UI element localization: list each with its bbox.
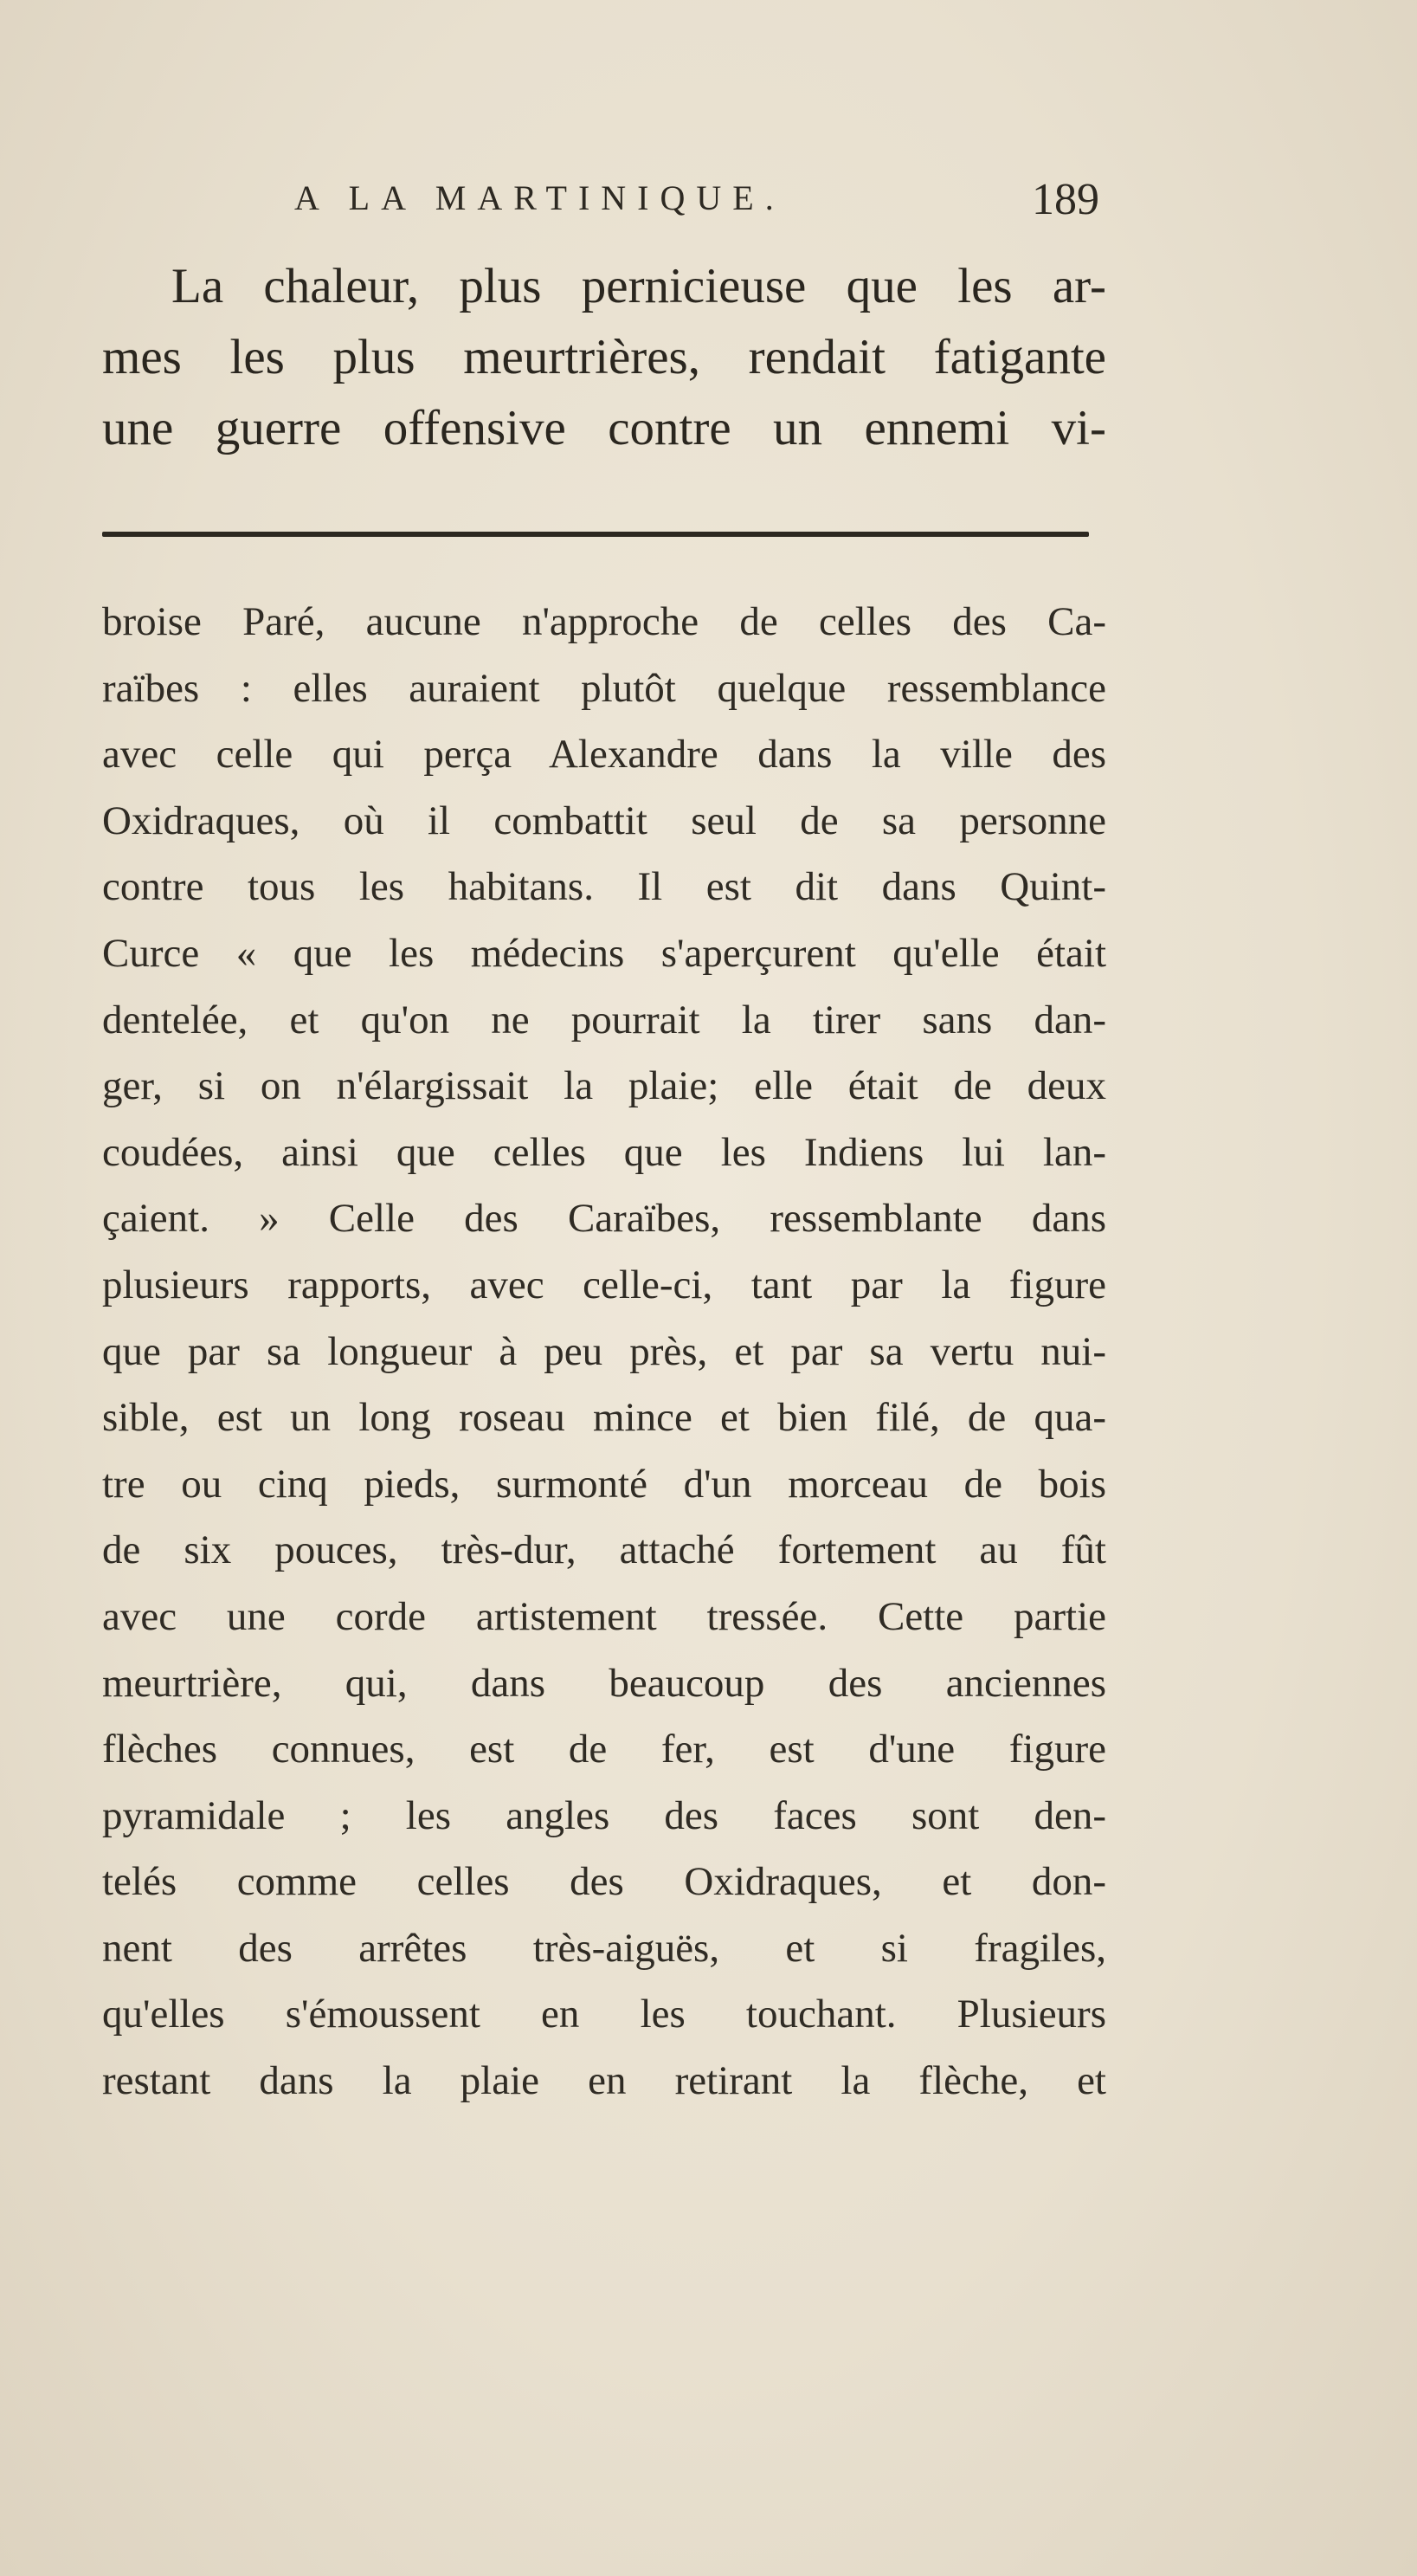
- running-title: A LA MARTINIQUE.: [294, 178, 785, 217]
- footnote-line: avec une corde artistement tressée. Cette partie: [102, 1593, 1106, 1639]
- main-text-line: mes les plus meurtrières, rendait fatigante: [102, 330, 1106, 384]
- footnote-line: ger, si on n'élargissait la plaie; elle était de deux: [102, 1063, 1106, 1109]
- footnote-line: qu'elles s'émoussent en les touchant. Plusieurs: [102, 1992, 1106, 2037]
- footnote-line: nent des arrêtes très-aiguës, et si fragiles,: [102, 1925, 1106, 1971]
- footnote-block: [102, 589, 1106, 2114]
- footnote-line: meurtrière, qui, dans beaucoup des anciennes: [102, 1660, 1106, 1706]
- main-text-block: [102, 251, 1106, 464]
- footnote-line: raïbes : elles auraient plutôt quelque ressemblance: [102, 665, 1106, 711]
- footnote-line: plusieurs rapports, avec celle-ci, tant par la figure: [102, 1262, 1106, 1307]
- footnote-line: flèches connues, est de fer, est d'une figure: [102, 1727, 1106, 1772]
- main-text-line: une guerre offensive contre un ennemi vi-: [102, 401, 1106, 455]
- footnote-line: broise Paré, aucune n'approche de celles des Ca-: [102, 599, 1106, 644]
- footnote-separator-rule: [102, 532, 1089, 537]
- page-number: 189: [1032, 175, 1099, 224]
- footnote-line: Oxidraques, où il combattit seul de sa personne: [102, 797, 1106, 843]
- footnote-line: sible, est un long roseau mince et bien filé, de qua-: [102, 1395, 1106, 1441]
- footnote-line: que par sa longueur à peu près, et par sa vertu nui-: [102, 1328, 1106, 1374]
- footnote-line: çaient. » Celle des Caraïbes, ressemblante dans: [102, 1196, 1106, 1242]
- footnote-line: pyramidale ; les angles des faces sont den-: [102, 1792, 1106, 1838]
- footnote-line: contre tous les habitans. Il est dit dans Quint-: [102, 864, 1106, 910]
- page-header: [294, 175, 1099, 238]
- footnote-line: de six pouces, très-dur, attaché fortement au fût: [102, 1527, 1106, 1573]
- footnote-line: restant dans la plaie en retirant la flèche, et: [102, 2058, 1106, 2104]
- footnote-line: tre ou cinq pieds, surmonté d'un morceau de bois: [102, 1461, 1106, 1507]
- footnote-line: dentelée, et qu'on ne pourrait la tirer sans dan-: [102, 997, 1106, 1043]
- footnote-line: Curce « que les médecins s'aperçurent qu'elle était: [102, 930, 1106, 976]
- footnote-line: coudées, ainsi que celles que les Indiens lui lan-: [102, 1129, 1106, 1175]
- footnote-line: telés comme celles des Oxidraques, et don-: [102, 1859, 1106, 1905]
- footnote-line: avec celle qui perça Alexandre dans la ville des: [102, 732, 1106, 778]
- main-text-line: La chaleur, plus pernicieuse que les ar-: [171, 259, 1106, 313]
